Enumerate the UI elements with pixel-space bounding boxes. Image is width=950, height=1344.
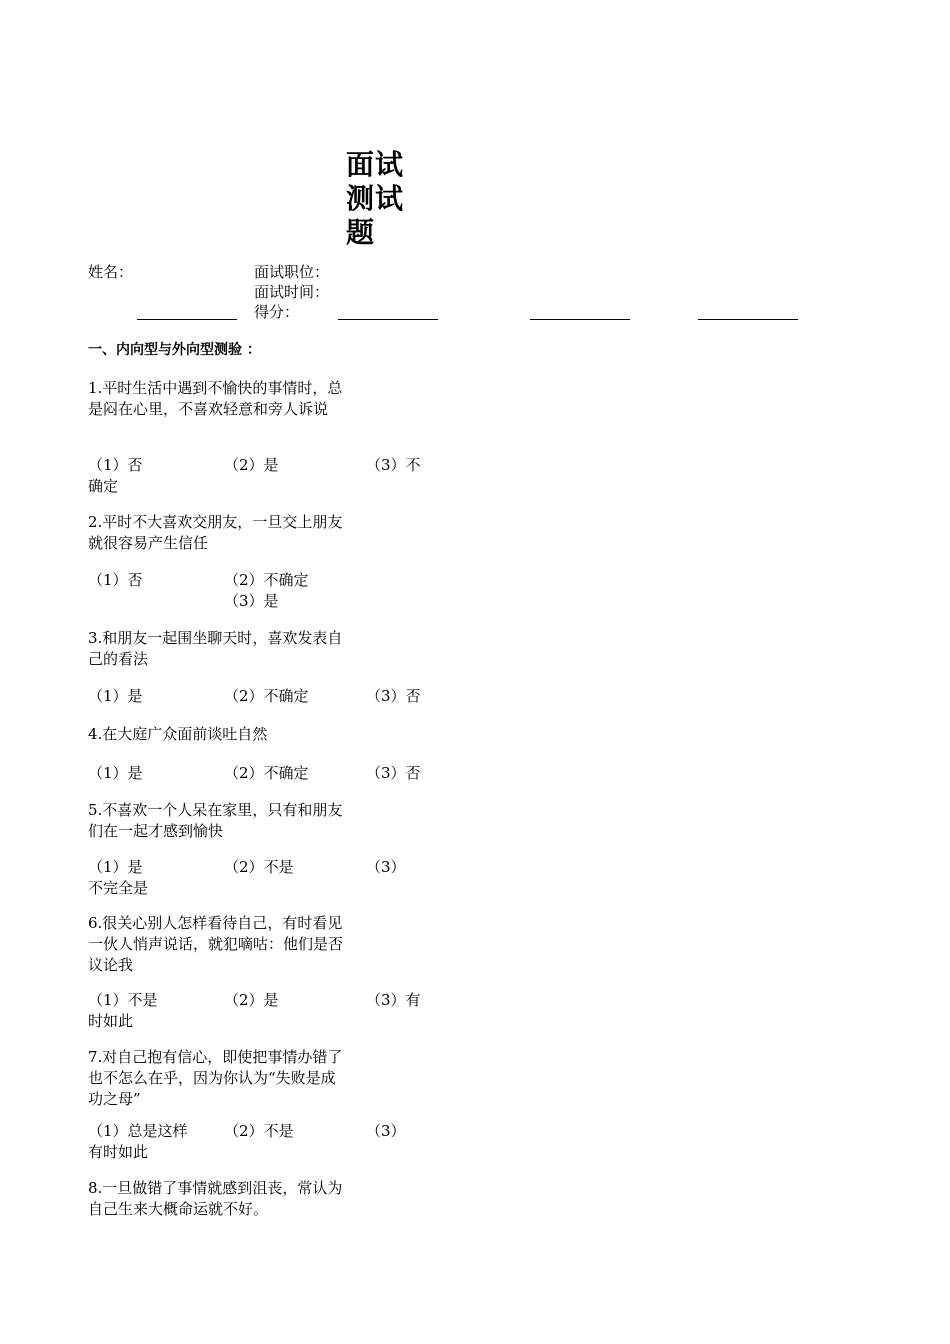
question-2-option-1[interactable]: （1）否 xyxy=(88,571,143,589)
question-7-option-3[interactable]: （3） xyxy=(366,1122,406,1140)
name-underline[interactable] xyxy=(137,319,237,320)
title-line-1: 面试 xyxy=(346,148,405,181)
score-label: 得分： xyxy=(254,303,300,321)
section-heading: 一、内向型与外向型测验 ： xyxy=(88,342,261,358)
question-3-text: 3.和朋友一起围坐聊天时，喜欢发表自己的看法 xyxy=(88,629,343,668)
question-4-option-2[interactable]: （2）不确定 xyxy=(224,764,309,782)
question-5-option-3-cont[interactable]: 不完全是 xyxy=(88,879,149,897)
question-2-option-2[interactable]: （2）不确定 xyxy=(224,571,309,589)
question-4-option-3[interactable]: （3）否 xyxy=(366,764,421,782)
question-1-option-3[interactable]: （3）不 xyxy=(366,456,421,474)
question-4-option-1[interactable]: （1）是 xyxy=(88,764,143,782)
question-6-option-3[interactable]: （3）有 xyxy=(366,991,421,1009)
question-3-option-1[interactable]: （1）是 xyxy=(88,687,143,705)
question-7-option-3-cont[interactable]: 有时如此 xyxy=(88,1143,149,1161)
question-3-option-3[interactable]: （3）否 xyxy=(366,687,421,705)
question-1-option-2[interactable]: （2）是 xyxy=(224,456,279,474)
question-6-option-1[interactable]: （1）不是 xyxy=(88,991,158,1009)
question-3-option-2[interactable]: （2）不确定 xyxy=(224,687,309,705)
question-6-text: 6.很关心别人怎样看待自己，有时看见一伙人悄声说话，就犯嘀咕：他们是否议论我 xyxy=(88,914,344,974)
question-7-text: 7.对自己抱有信心，即使把事情办错了也不怎么在乎，因为你认为“失败是成功之母” xyxy=(88,1048,343,1108)
question-4-text: 4.在大庭广众面前谈吐自然 xyxy=(88,725,268,743)
question-5-option-2[interactable]: （2）不是 xyxy=(224,858,294,876)
question-6-option-2[interactable]: （2）是 xyxy=(224,991,279,1009)
question-8-text: 8.一旦做错了事情就感到沮丧，常认为自己生来大概命运就不好。 xyxy=(88,1179,343,1218)
question-1-option-1[interactable]: （1）否 xyxy=(88,456,143,474)
question-5-option-1[interactable]: （1）是 xyxy=(88,858,143,876)
position-label: 面试职位： xyxy=(254,263,330,281)
position-underline[interactable] xyxy=(338,319,438,320)
question-5-option-3[interactable]: （3） xyxy=(366,858,406,876)
question-2-option-3[interactable]: （3）是 xyxy=(224,592,279,610)
page-title xyxy=(346,148,410,250)
time-label: 面试时间： xyxy=(254,283,330,301)
question-6-option-3-cont[interactable]: 时如此 xyxy=(88,1012,134,1030)
title-line-2: 测试 xyxy=(346,182,405,215)
name-label: 姓名： xyxy=(88,263,134,281)
question-7-option-2[interactable]: （2）不是 xyxy=(224,1122,294,1140)
question-2-text: 2.平时不大喜欢交朋友，一旦交上朋友就很容易产生信任 xyxy=(88,513,343,552)
time-underline[interactable] xyxy=(530,319,630,320)
title-line-3: 题 xyxy=(346,216,376,249)
question-7-option-1[interactable]: （1）总是这样 xyxy=(88,1122,188,1140)
question-1-text: 1.平时生活中遇到不愉快的事情时，总是闷在心里，不喜欢轻意和旁人诉说 xyxy=(88,379,343,418)
question-1-option-3-cont[interactable]: 确定 xyxy=(88,477,119,495)
question-5-text: 5.不喜欢一个人呆在家里，只有和朋友们在一起才感到愉快 xyxy=(88,801,343,840)
score-underline[interactable] xyxy=(698,319,798,320)
